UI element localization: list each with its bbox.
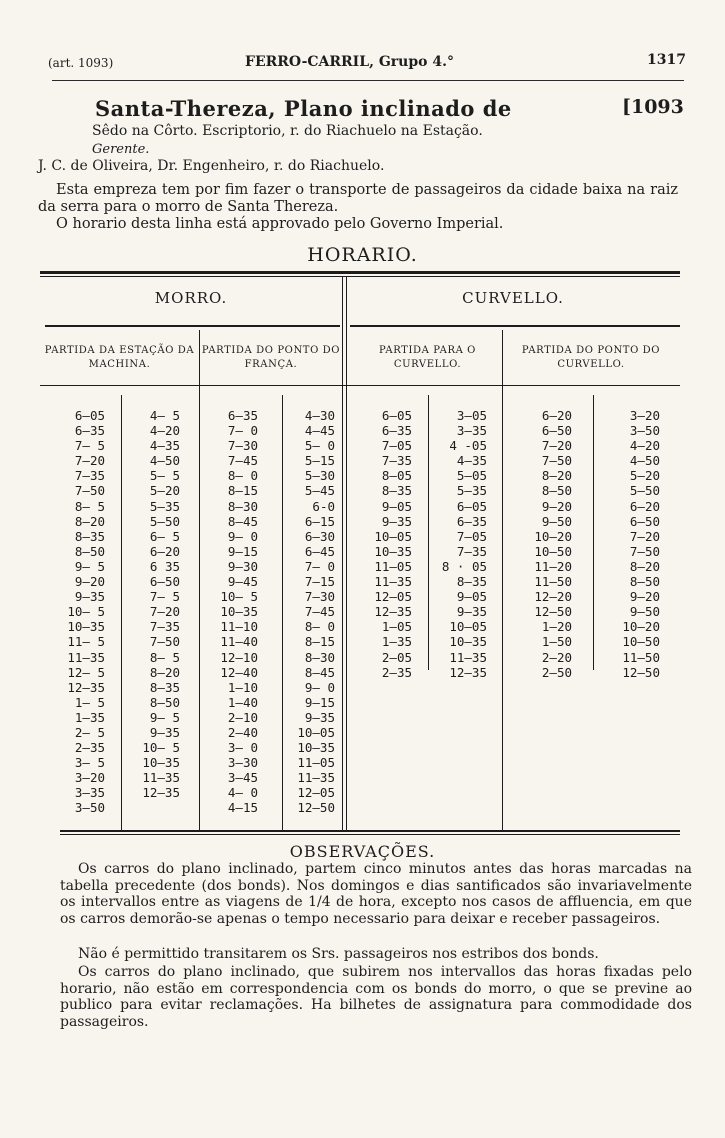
time-cell: 2—35 bbox=[74, 740, 105, 756]
table-bottom-rule bbox=[60, 830, 680, 832]
time-cell: 8—15 bbox=[227, 483, 258, 499]
time-cell: 5— 0 bbox=[304, 438, 335, 454]
observacao-2: Não é permittido transitarem os Srs. passageiros nos estribos dos bonds. bbox=[78, 946, 599, 962]
horario-title: HORARIO. bbox=[307, 244, 418, 266]
time-cell: 11—35 bbox=[449, 649, 487, 665]
time-cell: 7—50 bbox=[541, 453, 572, 469]
time-cell: 12— 5 bbox=[67, 664, 105, 680]
time-cell: 8 · 05 bbox=[441, 558, 487, 574]
time-cell: 9—35 bbox=[456, 604, 487, 620]
column-franca-b bbox=[283, 408, 335, 816]
table-top-rule bbox=[40, 271, 680, 274]
time-cell: 8—20 bbox=[629, 558, 660, 574]
table-divider-curvello bbox=[502, 330, 503, 830]
time-cell: 11—35 bbox=[374, 574, 412, 590]
time-cell: 8—35 bbox=[74, 528, 105, 544]
time-cell: 7—50 bbox=[149, 634, 180, 650]
time-cell: 6—45 bbox=[304, 543, 335, 559]
time-cell: 9—20 bbox=[629, 589, 660, 605]
time-cell: 8—05 bbox=[381, 468, 412, 484]
time-cell: 7— 0 bbox=[227, 423, 258, 439]
time-cell: 6—35 bbox=[381, 423, 412, 439]
time-cell: 4—35 bbox=[149, 438, 180, 454]
time-cell: 5—20 bbox=[149, 483, 180, 499]
time-cell: 3—50 bbox=[74, 800, 105, 816]
table-top-rule-thin bbox=[40, 276, 680, 277]
time-cell: 2—40 bbox=[227, 724, 258, 740]
time-cell: 7—20 bbox=[541, 438, 572, 454]
time-cell: 6—15 bbox=[304, 513, 335, 529]
time-cell: 6—20 bbox=[629, 498, 660, 514]
header-bottom-rule bbox=[40, 385, 680, 386]
time-cell: 4— 0 bbox=[227, 785, 258, 801]
time-cell: 3—50 bbox=[629, 423, 660, 439]
time-cell: 4—45 bbox=[304, 423, 335, 439]
time-cell: 5— 5 bbox=[149, 468, 180, 484]
time-cell: 12—40 bbox=[220, 664, 258, 680]
time-cell: 3—45 bbox=[227, 770, 258, 786]
table-bottom-rule-thin bbox=[60, 834, 680, 835]
time-cell: 12—35 bbox=[67, 679, 105, 695]
time-cell: 6— 5 bbox=[149, 528, 180, 544]
time-cell: 5—50 bbox=[629, 483, 660, 499]
time-cell: 12—50 bbox=[534, 604, 572, 620]
time-cell: 9— 0 bbox=[304, 679, 335, 695]
time-cell: 4—35 bbox=[456, 453, 487, 469]
time-cell: 1—05 bbox=[381, 619, 412, 635]
table-subdivider-1 bbox=[121, 395, 122, 830]
time-cell: 2—20 bbox=[541, 649, 572, 665]
time-cell: 8—50 bbox=[541, 483, 572, 499]
time-cell: 3—30 bbox=[227, 755, 258, 771]
time-cell: 7—05 bbox=[381, 438, 412, 454]
article-ref: (art. 1093) bbox=[48, 56, 114, 70]
time-cell: 10—05 bbox=[374, 528, 412, 544]
time-cell: 1—35 bbox=[74, 709, 105, 725]
time-cell: 1—40 bbox=[227, 694, 258, 710]
column-ponto-a bbox=[520, 408, 572, 680]
column-para-a bbox=[360, 408, 412, 680]
manager-label: Gerente. bbox=[92, 142, 150, 157]
time-cell: 8— 0 bbox=[227, 468, 258, 484]
column-estacao-b bbox=[130, 408, 180, 800]
time-cell: 6—50 bbox=[629, 513, 660, 529]
time-cell: 8— 0 bbox=[304, 619, 335, 635]
time-cell: 9— 5 bbox=[74, 558, 105, 574]
time-cell: 4—20 bbox=[629, 438, 660, 454]
time-cell: 10—20 bbox=[534, 528, 572, 544]
time-cell: 8—35 bbox=[149, 679, 180, 695]
time-cell: 2—50 bbox=[541, 664, 572, 680]
time-cell: 11—50 bbox=[622, 649, 660, 665]
table-divider-main-a bbox=[342, 277, 343, 831]
time-cell: 7—45 bbox=[304, 604, 335, 620]
time-cell: 9—15 bbox=[227, 543, 258, 559]
time-cell: 6—35 bbox=[74, 423, 105, 439]
time-cell: 10—35 bbox=[449, 634, 487, 650]
time-cell: 7—50 bbox=[74, 483, 105, 499]
time-cell: 11—35 bbox=[297, 770, 335, 786]
time-cell: 3— 0 bbox=[227, 740, 258, 756]
time-cell: 6—05 bbox=[74, 408, 105, 423]
time-cell: 10—35 bbox=[67, 619, 105, 635]
time-cell: 7— 0 bbox=[304, 558, 335, 574]
time-cell: 7—05 bbox=[456, 528, 487, 544]
time-cell: 12—05 bbox=[374, 589, 412, 605]
manager-name: J. C. de Oliveira, Dr. Engenheiro, r. do Riachuelo. bbox=[38, 158, 385, 174]
section-heading: FERRO-CARRIL, Grupo 4.° bbox=[245, 54, 454, 70]
time-cell: 10— 5 bbox=[220, 589, 258, 605]
time-cell: 3—35 bbox=[456, 423, 487, 439]
time-cell: 9—20 bbox=[541, 498, 572, 514]
time-cell: 11—05 bbox=[297, 755, 335, 771]
time-cell: 6-0 bbox=[312, 498, 335, 514]
entry-title: Santa-Thereza, Plano inclinado de bbox=[95, 96, 512, 121]
table-divider-main-b bbox=[346, 277, 347, 831]
time-cell: 6—05 bbox=[381, 408, 412, 423]
time-cell: 8—50 bbox=[629, 574, 660, 590]
header-para-curvello: PARTIDA PARA O CURVELLO. bbox=[379, 345, 476, 370]
time-cell: 12—50 bbox=[622, 664, 660, 680]
time-cell: 6 35 bbox=[149, 558, 180, 574]
time-cell: 5—45 bbox=[304, 483, 335, 499]
time-cell: 8—30 bbox=[227, 498, 258, 514]
table-subdivider-3 bbox=[428, 395, 429, 670]
time-cell: 10—50 bbox=[622, 634, 660, 650]
time-cell: 9— 0 bbox=[227, 528, 258, 544]
time-cell: 8—35 bbox=[456, 574, 487, 590]
time-cell: 7—30 bbox=[227, 438, 258, 454]
time-cell: 8—20 bbox=[74, 513, 105, 529]
time-cell: 6—05 bbox=[456, 498, 487, 514]
time-cell: 9—35 bbox=[304, 709, 335, 725]
time-cell: 7—15 bbox=[304, 574, 335, 590]
time-cell: 12—10 bbox=[220, 649, 258, 665]
time-cell: 11— 5 bbox=[67, 634, 105, 650]
time-cell: 7—35 bbox=[456, 543, 487, 559]
time-cell: 10—50 bbox=[534, 543, 572, 559]
time-cell: 6—30 bbox=[304, 528, 335, 544]
entry-seat: Sêdo na Côrto. Escriptorio, r. do Riachuelo na Estação. bbox=[92, 123, 483, 139]
time-cell: 9—05 bbox=[381, 498, 412, 514]
time-cell: 6—20 bbox=[149, 543, 180, 559]
time-cell: 6—50 bbox=[541, 423, 572, 439]
time-cell: 7—35 bbox=[74, 468, 105, 484]
time-cell: 7— 5 bbox=[149, 589, 180, 605]
time-cell: 12—35 bbox=[449, 664, 487, 680]
time-cell: 12—35 bbox=[142, 785, 180, 801]
page-number: 1317 bbox=[647, 52, 686, 68]
time-cell: 10—35 bbox=[220, 604, 258, 620]
column-estacao-a bbox=[55, 408, 105, 816]
time-cell: 12—20 bbox=[534, 589, 572, 605]
column-franca-a bbox=[208, 408, 258, 816]
time-cell: 6—20 bbox=[541, 408, 572, 423]
time-cell: 5—50 bbox=[149, 513, 180, 529]
time-cell: 9— 5 bbox=[149, 709, 180, 725]
time-cell: 3—20 bbox=[74, 770, 105, 786]
time-cell: 7— 5 bbox=[74, 438, 105, 454]
time-cell: 1—35 bbox=[381, 634, 412, 650]
time-cell: 9—30 bbox=[227, 558, 258, 574]
curvello-heading: CURVELLO. bbox=[462, 289, 564, 307]
time-cell: 12—50 bbox=[297, 800, 335, 816]
column-ponto-b bbox=[605, 408, 660, 680]
time-cell: 8—15 bbox=[304, 634, 335, 650]
time-cell: 4—50 bbox=[149, 453, 180, 469]
time-cell: 11—35 bbox=[142, 770, 180, 786]
time-cell: 9—05 bbox=[456, 589, 487, 605]
observacao-3: Os carros do plano inclinado, que subirem nos intervallos das horas fixadas pelo horario, não estão em correspondencia com os bonds do morro, o que se previne ao publico para evitar reclamações. Ha bilhetes de assignatura para commodidade dos passageiros. bbox=[60, 964, 692, 1030]
time-cell: 1—20 bbox=[541, 619, 572, 635]
time-cell: 8—45 bbox=[227, 513, 258, 529]
time-cell: 12—35 bbox=[374, 604, 412, 620]
table-subdivider-4 bbox=[593, 395, 594, 670]
time-cell: 8—20 bbox=[541, 468, 572, 484]
time-cell: 9—50 bbox=[541, 513, 572, 529]
header-estacao-machina: PARTIDA DA ESTAÇÃO DA MACHINA. bbox=[44, 345, 195, 370]
morro-heading: MORRO. bbox=[154, 289, 228, 307]
time-cell: 7—45 bbox=[227, 453, 258, 469]
time-cell: 10— 5 bbox=[67, 604, 105, 620]
time-cell: 3—05 bbox=[456, 408, 487, 423]
time-cell: 2— 5 bbox=[74, 724, 105, 740]
morro-rule bbox=[45, 325, 340, 327]
time-cell: 1—10 bbox=[227, 679, 258, 695]
time-cell: 3— 5 bbox=[74, 755, 105, 771]
time-cell: 8— 5 bbox=[74, 498, 105, 514]
time-cell: 6—35 bbox=[456, 513, 487, 529]
time-cell: 10—20 bbox=[622, 619, 660, 635]
time-cell: 2—05 bbox=[381, 649, 412, 665]
time-cell: 5—30 bbox=[304, 468, 335, 484]
time-cell: 10— 5 bbox=[142, 740, 180, 756]
time-cell: 7—20 bbox=[629, 528, 660, 544]
time-cell: 3—20 bbox=[629, 408, 660, 423]
observacao-1: Os carros do plano inclinado, partem cinco minutos antes das horas marcadas na tabella precedente (dos bonds). Nos domingos e dias santificados são invariavelmente os intervallos entre as viagens de 1/4 de hora, excepto nos casos de affluencia, em que os carros demorão-se apenas o tempo necessario para deixar e receber passageiros. bbox=[60, 861, 692, 927]
time-cell: 10—35 bbox=[142, 755, 180, 771]
time-cell: 6—50 bbox=[149, 574, 180, 590]
time-cell: 9—35 bbox=[381, 513, 412, 529]
time-cell: 7—35 bbox=[149, 619, 180, 635]
time-cell: 5—05 bbox=[456, 468, 487, 484]
time-cell: 9—35 bbox=[74, 589, 105, 605]
time-cell: 9—35 bbox=[149, 724, 180, 740]
time-cell: 2—35 bbox=[381, 664, 412, 680]
time-cell: 8—35 bbox=[381, 483, 412, 499]
time-cell: 10—05 bbox=[297, 724, 335, 740]
header-ponto-franca: PARTIDA DO PONTO DO FRANÇA. bbox=[201, 345, 341, 370]
time-cell: 8—50 bbox=[149, 694, 180, 710]
time-cell: 4—15 bbox=[227, 800, 258, 816]
time-cell: 11—05 bbox=[374, 558, 412, 574]
time-cell: 4 -05 bbox=[449, 438, 487, 454]
time-cell: 11—10 bbox=[220, 619, 258, 635]
time-cell: 10—35 bbox=[297, 740, 335, 756]
time-cell: 7—35 bbox=[381, 453, 412, 469]
observacoes-title: OBSERVAÇÕES. bbox=[289, 842, 436, 861]
time-cell: 8—50 bbox=[74, 543, 105, 559]
header-rule bbox=[52, 80, 684, 81]
time-cell: 7—50 bbox=[629, 543, 660, 559]
time-cell: 6—35 bbox=[227, 408, 258, 423]
time-cell: 4—30 bbox=[304, 408, 335, 423]
time-cell: 8—30 bbox=[304, 649, 335, 665]
time-cell: 5—35 bbox=[456, 483, 487, 499]
time-cell: 8—45 bbox=[304, 664, 335, 680]
time-cell: 4— 5 bbox=[149, 408, 180, 423]
time-cell: 3—35 bbox=[74, 785, 105, 801]
time-cell: 10—05 bbox=[449, 619, 487, 635]
time-cell: 10—35 bbox=[374, 543, 412, 559]
curvello-rule bbox=[350, 325, 680, 327]
time-cell: 11—50 bbox=[534, 574, 572, 590]
time-cell: 1— 5 bbox=[74, 694, 105, 710]
time-cell: 7—20 bbox=[74, 453, 105, 469]
time-cell: 9—50 bbox=[629, 604, 660, 620]
time-cell: 9—15 bbox=[304, 694, 335, 710]
time-cell: 7—20 bbox=[149, 604, 180, 620]
time-cell: 9—20 bbox=[74, 574, 105, 590]
purpose-paragraph: Esta empreza tem por fim fazer o transporte de passageiros da cidade baixa na raiz da serra para o morro de Santa Thereza. bbox=[38, 182, 678, 215]
running-head bbox=[40, 52, 690, 74]
time-cell: 11—35 bbox=[67, 649, 105, 665]
time-cell: 7—30 bbox=[304, 589, 335, 605]
time-cell: 11—20 bbox=[534, 558, 572, 574]
time-cell: 8— 5 bbox=[149, 649, 180, 665]
time-cell: 11—40 bbox=[220, 634, 258, 650]
time-cell: 4—50 bbox=[629, 453, 660, 469]
time-cell: 12—05 bbox=[297, 785, 335, 801]
table-divider-morro bbox=[199, 330, 200, 830]
time-cell: 5—20 bbox=[629, 468, 660, 484]
time-cell: 8—20 bbox=[149, 664, 180, 680]
header-ponto-curvello: PARTIDA DO PONTO DO CURVELLO. bbox=[521, 345, 661, 370]
time-cell: 1—50 bbox=[541, 634, 572, 650]
time-cell: 2—10 bbox=[227, 709, 258, 725]
time-cell: 9—45 bbox=[227, 574, 258, 590]
time-cell: 5—15 bbox=[304, 453, 335, 469]
column-para-b bbox=[435, 408, 487, 680]
time-cell: 5—35 bbox=[149, 498, 180, 514]
entry-number: [1093 bbox=[622, 96, 684, 118]
time-cell: 4—20 bbox=[149, 423, 180, 439]
approval-paragraph: O horario desta linha está approvado pelo Governo Imperial. bbox=[56, 216, 504, 232]
